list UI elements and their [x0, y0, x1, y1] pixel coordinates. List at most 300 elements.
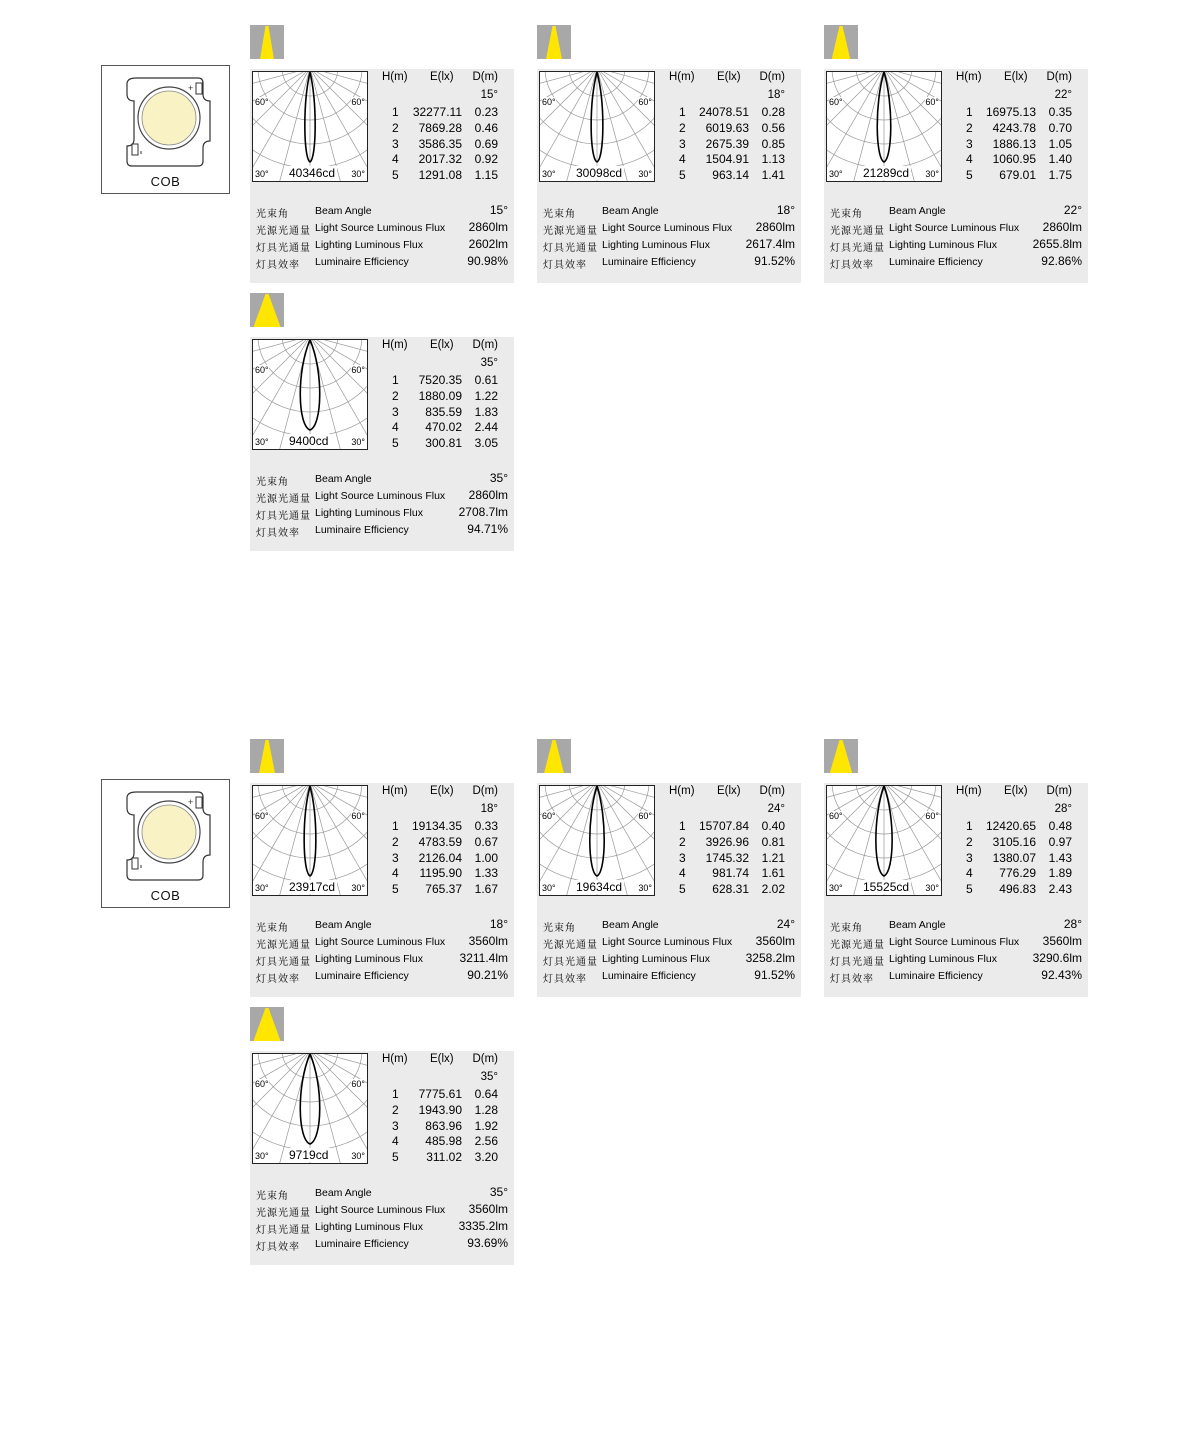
- height-value: 4: [392, 866, 399, 881]
- col-header-d: D(m): [472, 339, 498, 351]
- label-cn: 光束角: [830, 923, 863, 934]
- efficiency-row: [830, 254, 1086, 272]
- height-value: 3: [966, 850, 973, 865]
- angle-60-left: 60°: [255, 97, 269, 107]
- diameter-value: 0.85: [761, 136, 785, 151]
- height-value: 5: [392, 1150, 399, 1165]
- table-row: [661, 835, 799, 851]
- lighting-flux-row: [543, 951, 799, 969]
- diameter-value: 0.35: [1048, 105, 1072, 119]
- diameter-value: 3.05: [474, 436, 498, 451]
- photometric-card: [250, 1007, 514, 1297]
- diameter-value: 0.97: [1048, 834, 1072, 849]
- angle-30-left: 30°: [255, 1151, 269, 1161]
- height-value: 3: [679, 136, 686, 151]
- height-value: 2: [679, 120, 686, 135]
- illuminance-value: 835.59: [425, 404, 462, 419]
- label-en: Lighting Luminous Flux: [315, 507, 423, 519]
- table-row: [948, 851, 1086, 867]
- col-header-d: D(m): [1046, 785, 1072, 797]
- diameter-value: 0.61: [474, 373, 498, 387]
- diameter-value: 0.28: [761, 105, 785, 119]
- illuminance-value: 863.96: [425, 1118, 462, 1133]
- diameter-value: 2.56: [474, 1134, 498, 1149]
- photometric-card: [250, 739, 514, 1029]
- col-header-d: D(m): [759, 785, 785, 797]
- table-row: [661, 882, 799, 898]
- label-cn: 光源光通量: [256, 1208, 311, 1219]
- beam-cone: [253, 294, 280, 327]
- illuminance-value: 3926.96: [705, 834, 749, 849]
- height-value: 4: [966, 866, 973, 881]
- cob-chip-box: [101, 65, 230, 194]
- diameter-value: 2.43: [1048, 882, 1072, 897]
- illuminance-value: 765.37: [425, 882, 462, 897]
- illuminance-value: 2675.39: [705, 136, 749, 151]
- photometric-card: [537, 739, 801, 1029]
- efficiency-row: [543, 254, 799, 272]
- illuminance-value: 470.02: [425, 420, 462, 435]
- diameter-value: 0.67: [474, 834, 498, 849]
- col-header-e: E(lx): [717, 785, 741, 797]
- beam-cone: [253, 1008, 280, 1041]
- col-header-h: H(m): [382, 785, 408, 797]
- label-cn: 灯具效率: [543, 974, 587, 985]
- peak-intensity: 9719cd: [289, 1148, 329, 1162]
- angle-30-left: 30°: [255, 437, 269, 447]
- col-header-h: H(m): [956, 785, 982, 797]
- diameter-value: 3.20: [474, 1150, 498, 1165]
- illuminance-value: 32277.11: [412, 105, 462, 119]
- lighting-flux-row: [256, 951, 512, 969]
- product-group: [0, 0, 1200, 560]
- angle-60-left: 60°: [829, 811, 843, 821]
- diameter-value: 1.00: [474, 850, 498, 865]
- col-header-d: D(m): [759, 71, 785, 83]
- value: 22°: [1063, 203, 1082, 217]
- height-value: 1: [392, 1087, 399, 1101]
- lighting-flux-row: [256, 1219, 512, 1237]
- label-en: Luminaire Efficiency: [315, 1238, 409, 1250]
- illuminance-value: 1943.90: [418, 1102, 462, 1117]
- height-value: 1: [392, 373, 399, 387]
- angle-60-left: 60°: [255, 365, 269, 375]
- illuminance-value: 981.74: [712, 866, 749, 881]
- data-panel: [537, 783, 801, 997]
- polar-grid: [540, 72, 654, 181]
- value: 3258.2lm: [745, 951, 795, 965]
- table-row: [661, 105, 799, 121]
- value: 91.52%: [754, 254, 795, 268]
- beam-cone: [259, 740, 275, 773]
- label-cn: 光源光通量: [543, 226, 598, 237]
- beam-angle-icon: [250, 1007, 284, 1041]
- table-row: [374, 420, 512, 436]
- height-value: 4: [966, 152, 973, 167]
- source-flux-row: [543, 220, 799, 238]
- illuminance-value: 4783.59: [418, 834, 462, 849]
- value: 3560lm: [1042, 934, 1082, 948]
- diameter-value: 1.41: [761, 168, 785, 183]
- polar-grid: [827, 72, 941, 181]
- beam-angle-icon: [824, 25, 858, 59]
- beam-cone-icon: [824, 739, 858, 773]
- illuminance-value: 1195.90: [419, 866, 462, 881]
- illuminance-value: 16975.13: [985, 105, 1036, 119]
- value: 92.86%: [1041, 254, 1082, 268]
- value: 3560lm: [468, 1202, 508, 1216]
- table-row: [374, 105, 512, 121]
- label-en: Luminaire Efficiency: [889, 256, 983, 268]
- angle-30-right: 30°: [925, 169, 939, 179]
- table-row: [948, 835, 1086, 851]
- diameter-value: 0.70: [1048, 120, 1072, 135]
- value: 92.43%: [1041, 968, 1082, 982]
- label-cn: 光束角: [543, 923, 576, 934]
- angle-60-left: 60°: [255, 1079, 269, 1089]
- source-flux-row: [256, 220, 512, 238]
- height-value: 2: [392, 388, 399, 403]
- table-row: [374, 851, 512, 867]
- label-cn: 光源光通量: [256, 226, 311, 237]
- lighting-flux-row: [830, 951, 1086, 969]
- illuminance-value: 963.14: [712, 168, 749, 183]
- height-value: 3: [966, 136, 973, 151]
- value: 18°: [776, 203, 795, 217]
- illuminance-value: 7775.61: [418, 1087, 462, 1101]
- col-header-d: D(m): [472, 71, 498, 83]
- source-flux-row: [256, 934, 512, 952]
- beam-cone-icon: [537, 739, 571, 773]
- polar-grid: [253, 1054, 367, 1163]
- illuminance-value: 19134.35: [411, 819, 462, 833]
- angle-60-right: 60°: [351, 1079, 365, 1089]
- table-row: [948, 882, 1086, 898]
- diameter-value: 0.81: [761, 834, 785, 849]
- label-en: Luminaire Efficiency: [315, 970, 409, 982]
- label-en: Luminaire Efficiency: [889, 970, 983, 982]
- col-header-e: E(lx): [1004, 785, 1028, 797]
- beam-angle-icon: [250, 25, 284, 59]
- label-cn: 灯具效率: [830, 974, 874, 985]
- label-cn: 灯具光通量: [256, 1225, 311, 1236]
- label-en: Lighting Luminous Flux: [602, 953, 710, 965]
- label-cn: 灯具效率: [256, 1242, 300, 1253]
- angle-30-left: 30°: [829, 883, 843, 893]
- illuminance-value: 24078.51: [698, 105, 749, 119]
- illuminance-value: 2126.04: [418, 850, 462, 865]
- beam-angle-icon: [250, 293, 284, 327]
- label-en: Light Source Luminous Flux: [315, 490, 446, 502]
- illuminance-value: 1380.07: [992, 850, 1036, 865]
- angle-30-left: 30°: [255, 883, 269, 893]
- table-row: [948, 121, 1086, 137]
- height-value: 1: [966, 819, 973, 833]
- diameter-value: 0.64: [474, 1087, 498, 1101]
- label-en: Lighting Luminous Flux: [315, 1221, 423, 1233]
- cob-chip-box: [101, 779, 230, 908]
- diameter-value: 1.43: [1048, 850, 1072, 865]
- angle-60-right: 60°: [925, 97, 939, 107]
- label-cn: 灯具效率: [256, 528, 300, 539]
- table-row: [374, 373, 512, 389]
- table-row: [948, 105, 1086, 121]
- diameter-value: 1.89: [1048, 866, 1072, 881]
- height-value: 4: [679, 152, 686, 167]
- value: 18°: [489, 917, 508, 931]
- height-value: 5: [392, 436, 399, 451]
- height-value: 2: [966, 834, 973, 849]
- angle-60-right: 60°: [351, 811, 365, 821]
- label-cn: 灯具效率: [830, 260, 874, 271]
- value: 2617.4lm: [745, 237, 795, 251]
- lighting-flux-row: [256, 237, 512, 255]
- photometric-card: [824, 739, 1088, 1029]
- polar-diagram: [539, 785, 655, 896]
- label-en: Lighting Luminous Flux: [889, 953, 997, 965]
- diameter-value: 1.05: [1048, 136, 1072, 151]
- label-cn: 灯具光通量: [543, 243, 598, 254]
- beam-angle-row: [256, 203, 512, 221]
- polar-diagram: [826, 785, 942, 896]
- height-value: 4: [392, 1134, 399, 1149]
- beam-angle-row: [543, 203, 799, 221]
- table-row: [661, 168, 799, 184]
- source-flux-row: [830, 934, 1086, 952]
- height-value: 5: [392, 168, 399, 183]
- table-row: [374, 168, 512, 184]
- height-value: 1: [679, 105, 686, 119]
- efficiency-row: [256, 254, 512, 272]
- source-flux-row: [256, 1202, 512, 1220]
- lighting-flux-row: [256, 505, 512, 523]
- diameter-value: 1.40: [1048, 152, 1072, 167]
- diameter-value: 1.75: [1048, 168, 1072, 183]
- table-row: [661, 121, 799, 137]
- value: 3560lm: [468, 934, 508, 948]
- polar-diagram: [252, 71, 368, 182]
- label-en: Luminaire Efficiency: [602, 256, 696, 268]
- diameter-value: 0.33: [474, 819, 498, 833]
- beam-cone-icon: [250, 739, 284, 773]
- label-cn: 光源光通量: [256, 940, 311, 951]
- cob-label: COB: [150, 174, 181, 189]
- table-row: [374, 866, 512, 882]
- data-panel: [250, 337, 514, 551]
- illuminance-value: 628.31: [712, 882, 749, 897]
- col-header-h: H(m): [956, 71, 982, 83]
- value: 3560lm: [755, 934, 795, 948]
- height-value: 4: [392, 420, 399, 435]
- beam-cone: [832, 26, 851, 59]
- col-header-e: E(lx): [717, 71, 741, 83]
- table-row: [661, 851, 799, 867]
- efficiency-row: [830, 968, 1086, 986]
- label-cn: 灯具光通量: [543, 957, 598, 968]
- label-en: Lighting Luminous Flux: [315, 953, 423, 965]
- peak-intensity: 15525cd: [863, 880, 910, 894]
- table-row: [374, 121, 512, 137]
- table-row: [374, 1103, 512, 1119]
- peak-intensity: 19634cd: [576, 880, 623, 894]
- illuminance-value: 300.81: [425, 436, 462, 451]
- polar-diagram: [539, 71, 655, 182]
- beam-cone-icon: [537, 25, 571, 59]
- angle-60-right: 60°: [638, 811, 652, 821]
- value: 2860lm: [755, 220, 795, 234]
- table-row: [374, 882, 512, 898]
- beam-angle-row: [256, 471, 512, 489]
- table-row: [948, 168, 1086, 184]
- value: 91.52%: [754, 968, 795, 982]
- diameter-value: 1.28: [474, 1102, 498, 1117]
- label-en: Luminaire Efficiency: [315, 256, 409, 268]
- label-cn: 光束角: [256, 1191, 289, 1202]
- angle-30-right: 30°: [351, 169, 365, 179]
- diameter-value: 1.22: [474, 388, 498, 403]
- polar-grid: [253, 786, 367, 895]
- diameter-value: 1.33: [474, 866, 498, 881]
- table-row: [374, 1119, 512, 1135]
- label-cn: 光束角: [256, 923, 289, 934]
- table-row: [948, 137, 1086, 153]
- height-value: 4: [392, 152, 399, 167]
- label-en: Lighting Luminous Flux: [602, 239, 710, 251]
- illuminance-value: 1291.08: [418, 168, 462, 183]
- col-header-h: H(m): [382, 71, 408, 83]
- beam-angle-icon: [250, 739, 284, 773]
- angle-30-left: 30°: [542, 883, 556, 893]
- value: 94.71%: [467, 522, 508, 536]
- table-row: [374, 1134, 512, 1150]
- beam-value: 35°: [480, 357, 498, 369]
- photometric-card: [824, 25, 1088, 315]
- beam-value: 35°: [480, 1071, 498, 1083]
- value: 93.69%: [467, 1236, 508, 1250]
- photometric-card: [250, 293, 514, 583]
- photometric-card: [250, 25, 514, 315]
- data-panel: [824, 783, 1088, 997]
- col-header-e: E(lx): [430, 785, 454, 797]
- col-header-e: E(lx): [430, 1053, 454, 1065]
- plus-sign: +: [188, 83, 194, 93]
- beam-cone-icon: [250, 1007, 284, 1041]
- beam-cone-icon: [250, 25, 284, 59]
- polar-diagram: [826, 71, 942, 182]
- diameter-value: 1.61: [761, 866, 785, 881]
- height-value: 5: [966, 168, 973, 183]
- angle-60-left: 60°: [542, 811, 556, 821]
- label-en: Light Source Luminous Flux: [315, 222, 446, 234]
- label-cn: 光源光通量: [256, 494, 311, 505]
- angle-30-right: 30°: [351, 883, 365, 893]
- label-cn: 灯具光通量: [256, 511, 311, 522]
- efficiency-row: [256, 1236, 512, 1254]
- height-value: 1: [966, 105, 973, 119]
- illuminance-value: 1504.91: [705, 152, 749, 167]
- beam-cone: [830, 740, 852, 773]
- polar-grid: [540, 786, 654, 895]
- angle-60-right: 60°: [351, 365, 365, 375]
- beam-value: 18°: [767, 89, 785, 101]
- height-value: 3: [392, 404, 399, 419]
- height-value: 1: [679, 819, 686, 833]
- table-row: [374, 389, 512, 405]
- beam-angle-row: [830, 917, 1086, 935]
- source-flux-row: [543, 934, 799, 952]
- angle-30-right: 30°: [638, 883, 652, 893]
- label-en: Beam Angle: [889, 205, 946, 217]
- peak-intensity: 23917cd: [289, 880, 336, 894]
- beam-angle-icon: [824, 739, 858, 773]
- height-value: 3: [392, 850, 399, 865]
- beam-cone-icon: [250, 293, 284, 327]
- label-cn: 光束角: [256, 209, 289, 220]
- beam-value: 28°: [1054, 803, 1072, 815]
- value: 24°: [776, 917, 795, 931]
- illuminance-value: 4243.78: [992, 120, 1036, 135]
- beam-angle-icon: [537, 25, 571, 59]
- col-header-h: H(m): [382, 339, 408, 351]
- table-row: [374, 436, 512, 452]
- beam-angle-row: [830, 203, 1086, 221]
- table-row: [374, 137, 512, 153]
- angle-60-left: 60°: [255, 811, 269, 821]
- label-cn: 灯具光通量: [830, 243, 885, 254]
- label-cn: 光束角: [256, 477, 289, 488]
- diameter-value: 2.02: [761, 882, 785, 897]
- angle-30-right: 30°: [638, 169, 652, 179]
- label-cn: 光源光通量: [830, 940, 885, 951]
- table-row: [374, 835, 512, 851]
- polar-diagram: [252, 1053, 368, 1164]
- value: 2655.8lm: [1032, 237, 1082, 251]
- height-value: 5: [679, 168, 686, 183]
- col-header-e: E(lx): [1004, 71, 1028, 83]
- col-header-h: H(m): [382, 1053, 408, 1065]
- label-en: Light Source Luminous Flux: [315, 1204, 446, 1216]
- label-en: Light Source Luminous Flux: [602, 222, 733, 234]
- diameter-value: 0.46: [474, 120, 498, 135]
- efficiency-row: [543, 968, 799, 986]
- table-row: [374, 1087, 512, 1103]
- label-en: Beam Angle: [315, 205, 372, 217]
- diameter-value: 1.92: [474, 1118, 498, 1133]
- angle-30-left: 30°: [829, 169, 843, 179]
- label-cn: 光源光通量: [543, 940, 598, 951]
- diameter-value: 1.67: [474, 882, 498, 897]
- label-en: Lighting Luminous Flux: [889, 239, 997, 251]
- polar-grid: [253, 72, 367, 181]
- beam-angle-icon: [537, 739, 571, 773]
- value: 3290.6lm: [1032, 951, 1082, 965]
- value: 35°: [489, 1185, 508, 1199]
- label-en: Beam Angle: [315, 919, 372, 931]
- value: 2860lm: [1042, 220, 1082, 234]
- efficiency-row: [256, 968, 512, 986]
- height-value: 3: [679, 850, 686, 865]
- angle-60-left: 60°: [829, 97, 843, 107]
- label-en: Luminaire Efficiency: [315, 524, 409, 536]
- illuminance-value: 679.01: [999, 168, 1036, 183]
- table-row: [661, 866, 799, 882]
- label-en: Beam Angle: [315, 1187, 372, 1199]
- col-header-d: D(m): [472, 1053, 498, 1065]
- illuminance-value: 15707.84: [698, 819, 749, 833]
- beam-value: 15°: [480, 89, 498, 101]
- label-en: Beam Angle: [315, 473, 372, 485]
- table-row: [948, 819, 1086, 835]
